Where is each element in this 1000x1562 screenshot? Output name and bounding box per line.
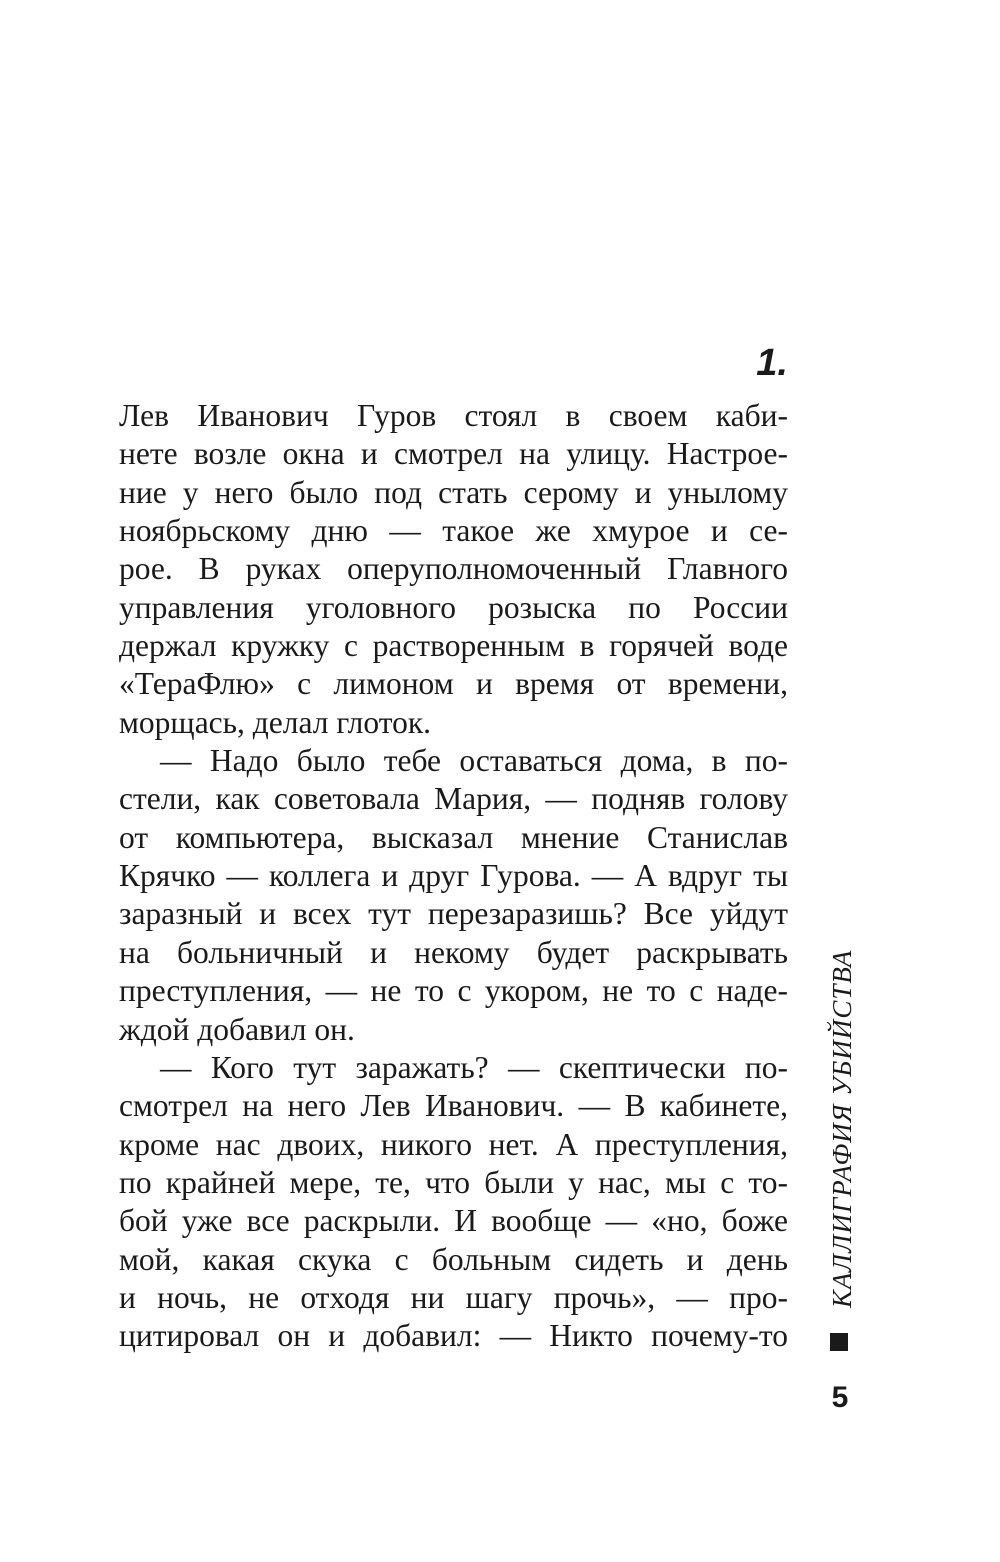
text-line: бой уже все раскрыли. И вообще — «но, боже <box>119 1203 788 1239</box>
text-line: Крячко — коллега и друг Гурова. — А вдруг ты <box>119 858 788 894</box>
chapter-number: 1. <box>756 342 788 384</box>
text-line: преступления, — не то с укором, не то с наде- <box>119 973 788 1009</box>
text-line: на больничный и некому будет раскрывать <box>119 934 788 970</box>
text-line: управления уголовного розыска по России <box>119 589 788 625</box>
page-number: 5 <box>831 1381 849 1414</box>
text-line: ние у него было под стать серому и унылому <box>119 474 788 510</box>
text-line: мой, какая скука с больным сидеть и день <box>119 1241 788 1277</box>
text-line: ждой добавил он. <box>119 1011 355 1047</box>
square-bullet-icon <box>830 1333 848 1351</box>
text-line: «ТераФлю» с лимоном и время от времени, <box>119 666 788 702</box>
text-line: кроме нас двоих, никого нет. А преступления, <box>119 1126 788 1162</box>
text-line: смотрел на него Лев Иванович. — В кабинете, <box>119 1088 788 1124</box>
text-line: — Кого тут заражать? — скептически по- <box>160 1049 788 1085</box>
text-line: цитировал он и добавил: — Никто почему-то <box>119 1318 788 1354</box>
text-line: нете возле окна и смотрел на улицу. Настрое- <box>119 436 788 472</box>
text-line: держал кружку с растворенным в горячей воде <box>119 628 788 664</box>
text-line: стели, как советовала Мария, — подняв голову <box>119 781 788 817</box>
text-line: от компьютера, высказал мнение Станислав <box>119 819 788 855</box>
text-line: — Надо было тебе оставаться дома, в по- <box>160 743 788 779</box>
text-line: ноябрьскому дню — такое же хмурое и се- <box>119 513 788 549</box>
text-line: морщась, делал глоток. <box>119 704 432 740</box>
text-line: Лев Иванович Гуров стоял в своем каби- <box>119 398 788 433</box>
text-line: и ночь, не отходя ни шагу прочь», — про- <box>119 1279 788 1315</box>
text-line: рое. В руках оперуполномоченный Главного <box>119 551 788 587</box>
body-text <box>119 397 788 1356</box>
text-line: по крайней мере, те, что были у нас, мы с то- <box>119 1164 788 1200</box>
running-title: КАЛЛИГРАФИЯ УБИЙСТВА <box>827 949 857 1308</box>
text-line: заразный и всех тут перезаразишь? Все уйдут <box>119 896 788 932</box>
